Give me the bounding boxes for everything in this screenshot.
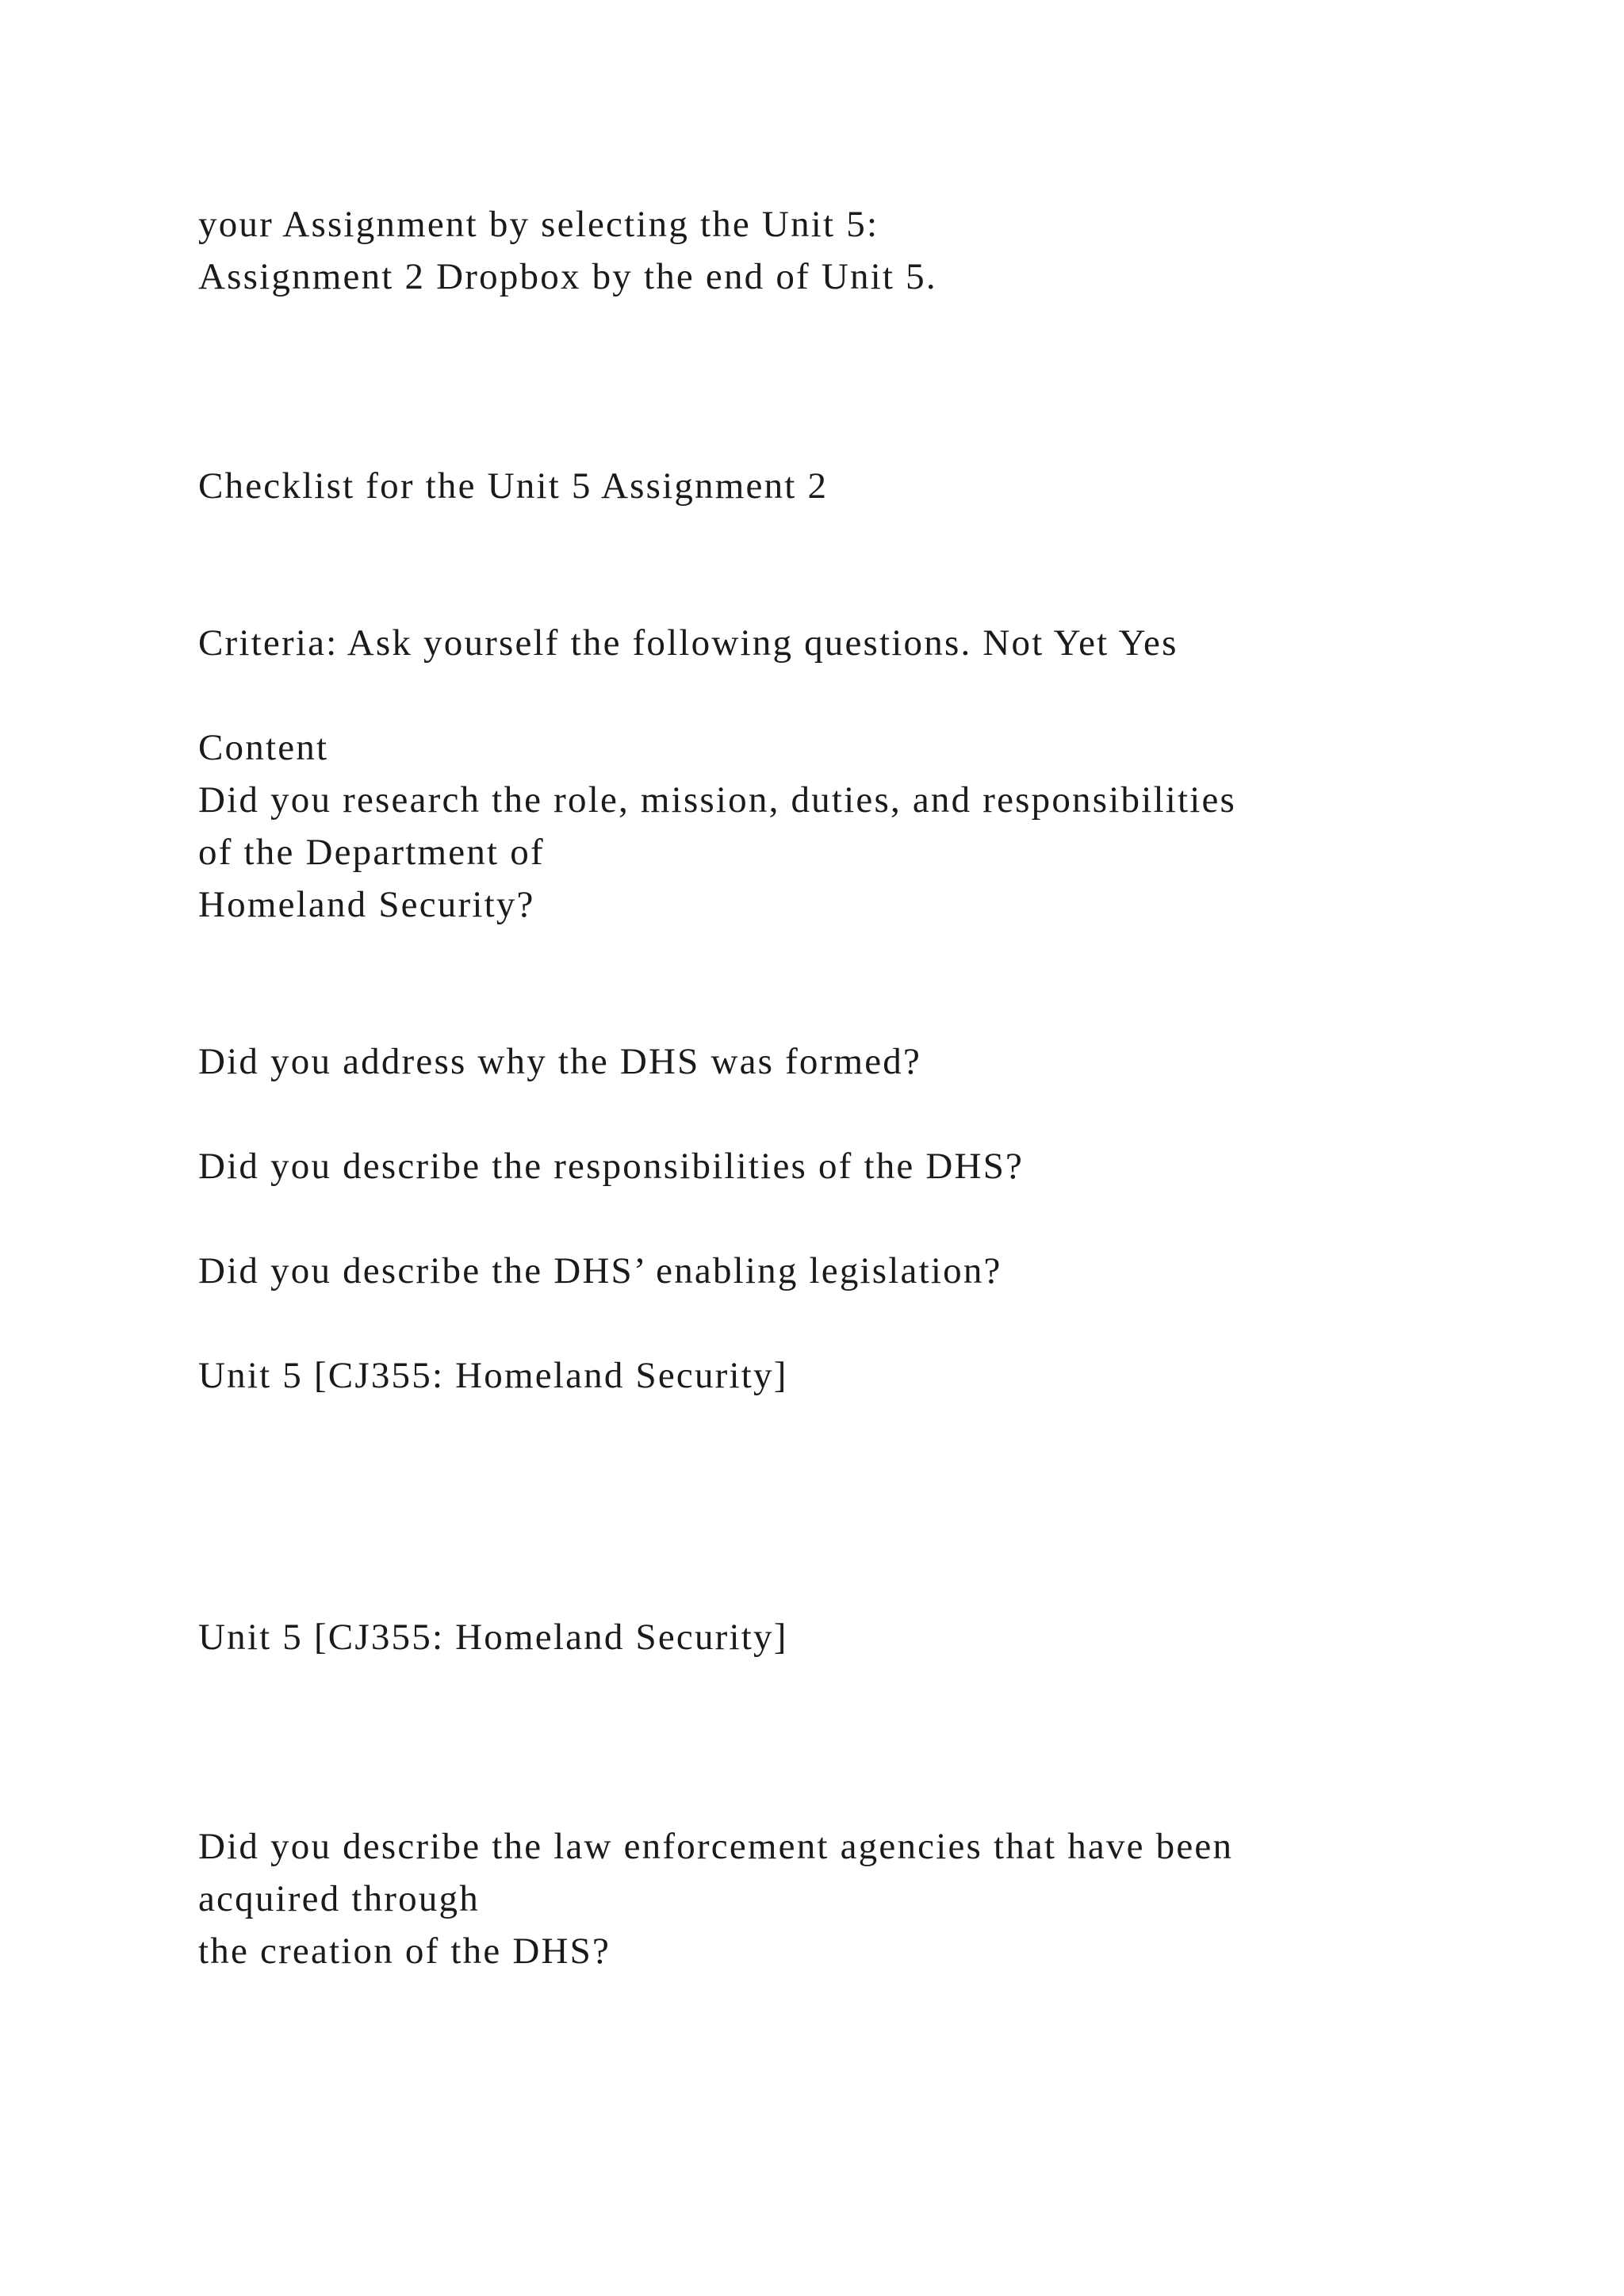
page-footer: Unit 5 [CJ355: Homeland Security] (198, 1355, 788, 1396)
question-formed: Did you address why the DHS was formed? (198, 1041, 922, 1082)
checklist-title: Checklist for the Unit 5 Assignment 2 (198, 465, 829, 507)
question-research-line-2: of the Department of (198, 832, 545, 873)
page-header: Unit 5 [CJ355: Homeland Security] (198, 1617, 788, 1658)
question-agencies-line-1: Did you describe the law enforcement agencies that have been (198, 1826, 1234, 1867)
intro-line-2: Assignment 2 Dropbox by the end of Unit 5. (198, 256, 937, 297)
question-research-line-3: Homeland Security? (198, 884, 535, 925)
intro-line-1: your Assignment by selecting the Unit 5: (198, 204, 879, 245)
question-agencies-line-3: the creation of the DHS? (198, 1931, 611, 1972)
question-responsibilities: Did you describe the responsibilities of the DHS? (198, 1146, 1025, 1187)
question-research-line-1: Did you research the role, mission, duties, and responsibilities (198, 779, 1237, 821)
criteria-line: Criteria: Ask yourself the following questions. Not Yet Yes (198, 622, 1178, 664)
content-heading: Content (198, 727, 329, 768)
question-agencies-line-2: acquired through (198, 1878, 480, 1919)
question-legislation: Did you describe the DHS’ enabling legislation? (198, 1250, 1002, 1292)
